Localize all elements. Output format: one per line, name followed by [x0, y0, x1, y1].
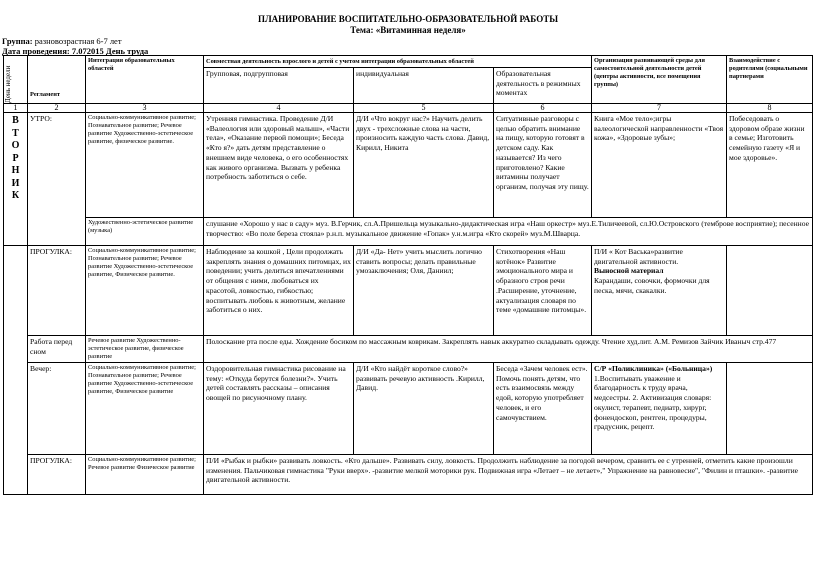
day-letter: Т: [12, 127, 19, 139]
column-number: 6: [494, 104, 592, 113]
column-number: 8: [727, 104, 813, 113]
individual-subheader: индивидуальная: [354, 68, 494, 104]
group-line: [2, 36, 122, 46]
parents-evening: [727, 363, 813, 455]
walk2-row: [4, 455, 813, 495]
column-numbers-row: [4, 104, 813, 113]
environment-walk: [592, 246, 727, 336]
individual-activity-walk: Д/И «Да- Нет» учить мыслить логично ставить вопросы; делать правильные умозаключения; Оля, Даниил;: [354, 246, 494, 336]
day-cell-continued: [4, 246, 28, 495]
parents-morning: Побеседовать о здоровом образе жизни в семье; Изготовить семейную газету «Я и мое здоровье».: [727, 113, 813, 218]
environment-walk-heading: Выносной материал: [594, 266, 664, 276]
walk2-activity: П/И «Рыбак и рыбки» развивать ловкость. «Кто дальше». Развивать силу, ловкость. Продолжить наблюдение за погодой вечером, сравнить ее с утренней, отметить какие произошли изменения. Пальчиковая гимнастика "Руки вверх». -развитие мелкой моторики рук. Подвижная игра «Летает – не летает»," Упражнение на равновесие", "Филин и пташки». -развитие двигательной активности.: [204, 455, 813, 495]
day-header: [4, 56, 28, 104]
walk-row: [4, 246, 813, 336]
before-sleep-row: [4, 336, 813, 363]
day-letter: Р: [12, 152, 19, 164]
edu-moments-subheader: Образовательная деятельность в режимных моментах: [494, 68, 592, 104]
day-header-label: День недели: [4, 65, 12, 103]
before-sleep-activity: Полоскание рта после еды. Хождение босиком по массажным коврикам. Закреплять навык аккуратно складывать одежду. Чтение худ.лит. А.М. Ремизов Зайчик Иваныч стр.477: [204, 336, 813, 363]
regiment-morning: УТРО:: [28, 113, 86, 246]
integration-morning: Социально-коммуникативное развитие; Познавательное развитие; Речевое развитие Художественно-эстетическое развитие, физическое развитие.: [86, 113, 204, 218]
music-activity: слушание «Хорошо у нас в саду» муз. В.Герчик, сл.А.Пришельца музыкально-дидактическая игра «Наш оркестр» муз.Е.Тиличеевой, сл.Ю.Островского (темброве восприятие); песенное творчество: «Во поле береза стояла» р.н.п. музыкальное движение «Гопак» у.н.м.игра «Кто скорей» муз.М.Шварца.: [204, 218, 813, 246]
individual-activity-morning: Д/И «Что вокруг нас?» Научить делить двух - трехсложные слова на части, произносить каждую часть слова. Давид, Кирилл, Никита: [354, 113, 494, 218]
music-row: [4, 218, 813, 246]
day-letter: К: [11, 190, 20, 201]
evening-row: [4, 363, 813, 455]
day-letter: Н: [11, 165, 20, 176]
regiment-header: Регламент: [28, 56, 86, 104]
integration-music: Художественно-эстетическое развитие (музыка): [86, 218, 204, 246]
group-activity-evening: Оздоровительная гимнастика рисование на тему: «Откуда берутся болезни?». Учить детей составлять рассказы – описания овощей по рисуночному плану.: [204, 363, 354, 455]
date-line: Дата проведения: 7.072015 День труда: [2, 46, 149, 56]
environment-walk-materials: Карандаши, совочки, формочки для песка, мячи, скакалки.: [594, 276, 710, 295]
column-number: 5: [354, 104, 494, 113]
group-subheader: Групповая, подгрупповая: [204, 68, 354, 104]
environment-header: Организация развивающей среды для самостоятельной деятельности детей (центры активности, все помещения группы): [592, 56, 727, 104]
edu-moments-evening: Беседа «Зачем человек ест». Помочь понять детям, что есть взаимосвязь между едой, которую употребляет человек, и его самочувствием.: [494, 363, 592, 455]
environment-morning: Книга «Мое тело»;игры валеологической направленности «Твоя кожа», «Здоровые зубы»;: [592, 113, 727, 218]
regiment-before-sleep: Работа перед сном: [28, 336, 86, 363]
edu-moments-morning: Ситуативные разговоры с целью обратить внимание на пищу, которую готовят в детском саду. Как называется? Из чего приготовлено? Какие витамины получает организм, получая эту пищу.: [494, 113, 592, 218]
parents-walk: [727, 246, 813, 336]
environment-evening-heading: С/Р «Поликлиника» («Больница»): [594, 364, 713, 373]
regiment-walk: ПРОГУЛКА:: [28, 246, 86, 336]
integration-before-sleep: Речевое развитие Художественно-эстетическое развитие, физическое развитие: [86, 336, 204, 363]
environment-evening-text: 1.Воспитывать уважение и благодарность к труду врача, медсестры. 2. Активизация словаря: окулист, терапевт, педиатр, хирург, фонендоскоп, рентген, процедуры, градусник, рецепт.: [594, 373, 712, 432]
integration-walk: Социально-коммуникативное развитие; Познавательное развитие; Речевое развитие Художественно-эстетическое развитие, Физическое развитие.: [86, 246, 204, 336]
environment-evening: [592, 363, 727, 455]
document-title: ПЛАНИРОВАНИЕ ВОСПИТАТЕЛЬНО-ОБРАЗОВАТЕЛЬНОЙ РАБОТЫ: [257, 14, 559, 24]
joint-activity-header: Совместная деятельность взрослого и детей с учетом интеграции образовательных областей: [204, 56, 592, 68]
morning-row: [4, 113, 813, 218]
regiment-evening: Вечер:: [28, 363, 86, 455]
regiment-walk2: ПРОГУЛКА:: [28, 455, 86, 495]
day-letter: В: [12, 115, 19, 126]
environment-walk-game: П/И « Кот Васька»развитие двигательной активности.: [594, 247, 683, 266]
parents-header: Взаимодействие с родителями (социальными партнерами: [727, 56, 813, 104]
day-letter: И: [11, 177, 20, 189]
day-letter: О: [11, 140, 20, 151]
plan-table: [3, 55, 813, 495]
column-number: 3: [86, 104, 204, 113]
column-number: 4: [204, 104, 354, 113]
column-number: 7: [592, 104, 727, 113]
integration-evening: Социально-коммуникативное развитие; Познавательное развитие; Речевое развитие Художественно-эстетическое развитие, Физическое развитие: [86, 363, 204, 455]
group-value: разновозрастная 6-7 лет: [34, 36, 122, 46]
group-activity-morning: Утренняя гимнастика. Проведение Д/И «Валеология или здоровый малыш», «Части тела», «Оказание первой помощи»; Беседа «Кто я?» дать детям представление о внешнем виде человека, о его особенностях как живого организма. Вызвать у ребенка потребность заботиться о себе.: [204, 113, 354, 218]
document-topic: Тема: «Витаминная неделя»: [350, 25, 466, 35]
column-number: 1: [4, 104, 28, 113]
column-number: 2: [28, 104, 86, 113]
integration-walk2: Социально-коммуникативное развитие; Речевое развитие Физическое развитие: [86, 455, 204, 495]
edu-moments-walk: Стихотворения «Наш котёнок» Развитие эмоционального мира и образного строя речи .Расширение, уточнение, актуализация словаря по теме «домашние питомцы».: [494, 246, 592, 336]
individual-activity-evening: Д/И «Кто найдёт короткое слово?» развивать речевую активность .Кирилл, Давид.: [354, 363, 494, 455]
group-label: Группа:: [2, 36, 33, 46]
day-name-vertical: [4, 113, 28, 246]
integration-header: Интеграция образовательных областей: [86, 56, 204, 104]
group-activity-walk: Наблюдение за кошкой , Цели продолжать закреплять знания о домашних питомцах, их поведении; учить делиться впечатлениями от общения с ними, любоваться их красотой, ловкостью, гибкостью; воспитывать любовь к животным, желание заботиться о них.: [204, 246, 354, 336]
